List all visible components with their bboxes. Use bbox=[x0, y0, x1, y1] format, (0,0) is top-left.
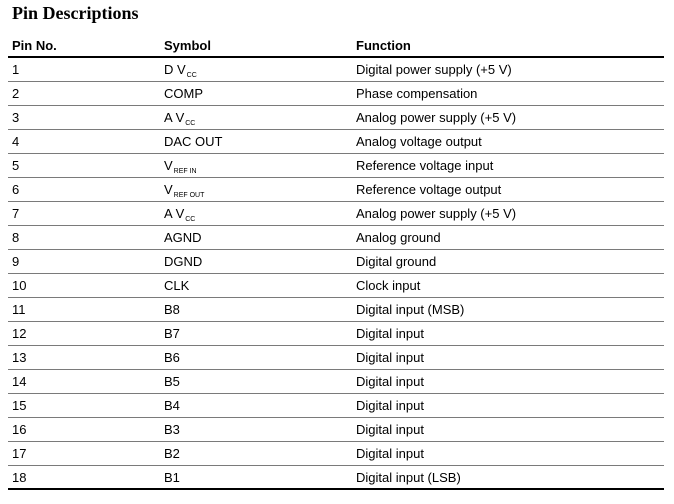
pin-symbol-subscript: CC bbox=[185, 216, 196, 223]
pin-symbol bbox=[164, 226, 202, 250]
pin-symbol-subscript: CC bbox=[185, 120, 196, 127]
pin-number: 10 bbox=[12, 278, 27, 293]
pin-function: Digital ground bbox=[356, 254, 437, 269]
pin-symbol bbox=[164, 418, 180, 442]
pin-function: Digital input bbox=[356, 350, 424, 365]
pin-symbol bbox=[164, 466, 180, 490]
pin-function: Analog power supply (+5 V) bbox=[356, 110, 517, 125]
table-row bbox=[8, 178, 664, 202]
table-row bbox=[8, 130, 664, 154]
pin-number: 18 bbox=[12, 470, 27, 485]
pin-symbol bbox=[164, 346, 180, 370]
pin-symbol-text: B7 bbox=[164, 326, 180, 341]
pin-symbol-text: B3 bbox=[164, 422, 180, 437]
pin-number: 12 bbox=[12, 326, 27, 341]
table-header-row bbox=[8, 33, 664, 58]
pin-number: 3 bbox=[12, 110, 20, 125]
pin-symbol-text: V bbox=[164, 158, 173, 173]
pin-symbol bbox=[164, 130, 223, 154]
pin-function: Digital power supply (+5 V) bbox=[356, 62, 512, 77]
pin-function: Reference voltage input bbox=[356, 158, 494, 173]
pin-function: Digital input bbox=[356, 446, 424, 461]
pin-symbol bbox=[164, 442, 180, 466]
page-title: Pin Descriptions bbox=[12, 3, 139, 23]
pin-symbol-text: B2 bbox=[164, 446, 180, 461]
pin-symbol bbox=[164, 178, 204, 205]
pin-symbol-text: V bbox=[164, 182, 173, 197]
pin-number: 13 bbox=[12, 350, 27, 365]
pin-function: Digital input (MSB) bbox=[356, 302, 465, 317]
pin-symbol-text: AGND bbox=[164, 230, 202, 245]
table-row bbox=[8, 82, 664, 106]
pin-symbol bbox=[164, 82, 203, 106]
pin-function: Analog power supply (+5 V) bbox=[356, 206, 517, 221]
table-row bbox=[8, 106, 664, 130]
pin-symbol-text: CLK bbox=[164, 278, 190, 293]
table-row bbox=[8, 466, 664, 490]
pin-symbol-text: DAC OUT bbox=[164, 134, 223, 149]
header-symbol: Symbol bbox=[164, 38, 211, 53]
pin-number: 5 bbox=[12, 158, 20, 173]
pin-symbol bbox=[164, 394, 180, 418]
pin-number: 4 bbox=[12, 134, 20, 149]
pin-symbol bbox=[164, 154, 197, 181]
pin-symbol bbox=[164, 106, 195, 133]
pin-number: 16 bbox=[12, 422, 27, 437]
pin-symbol-text: B4 bbox=[164, 398, 180, 413]
pin-function: Digital input bbox=[356, 374, 424, 389]
pin-function: Clock input bbox=[356, 278, 421, 293]
pin-symbol-text: A V bbox=[164, 110, 185, 125]
pin-number: 8 bbox=[12, 230, 20, 245]
pin-symbol bbox=[164, 370, 180, 394]
pin-number: 14 bbox=[12, 374, 27, 389]
table-row bbox=[8, 154, 664, 178]
pin-symbol-text: B1 bbox=[164, 470, 180, 485]
pin-function: Digital input (LSB) bbox=[356, 470, 461, 485]
pin-number: 1 bbox=[12, 62, 20, 77]
pin-symbol-text: B6 bbox=[164, 350, 180, 365]
pin-symbol-text: DGND bbox=[164, 254, 203, 269]
table-row bbox=[8, 274, 664, 298]
table-row bbox=[8, 442, 664, 466]
table-row bbox=[8, 346, 664, 370]
table-row bbox=[8, 394, 664, 418]
pin-number: 17 bbox=[12, 446, 27, 461]
pin-symbol-text: COMP bbox=[164, 86, 203, 101]
table-row bbox=[8, 298, 664, 322]
pin-function: Digital input bbox=[356, 326, 424, 341]
pin-number: 2 bbox=[12, 86, 20, 101]
table-row bbox=[8, 250, 664, 274]
table-row bbox=[8, 418, 664, 442]
table-body bbox=[8, 58, 664, 490]
header-function: Function bbox=[356, 38, 411, 53]
pin-symbol bbox=[164, 58, 197, 85]
pin-symbol bbox=[164, 322, 180, 346]
pin-symbol-subscript: REF OUT bbox=[173, 192, 205, 199]
pin-symbol-text: B8 bbox=[164, 302, 180, 317]
pin-function: Analog ground bbox=[356, 230, 441, 245]
pin-number: 6 bbox=[12, 182, 20, 197]
pin-table bbox=[8, 33, 664, 490]
pin-function: Digital input bbox=[356, 422, 424, 437]
pin-number: 15 bbox=[12, 398, 27, 413]
pin-function: Digital input bbox=[356, 398, 424, 413]
pin-symbol-subscript: CC bbox=[186, 72, 197, 79]
pin-symbol bbox=[164, 274, 189, 298]
pin-symbol-text: D V bbox=[164, 62, 186, 77]
pin-symbol-text: A V bbox=[164, 206, 185, 221]
pin-function: Analog voltage output bbox=[356, 134, 482, 149]
table-row bbox=[8, 226, 664, 250]
pin-number: 7 bbox=[12, 206, 20, 221]
table-row bbox=[8, 58, 664, 82]
pin-symbol-text: B5 bbox=[164, 374, 180, 389]
pin-function: Phase compensation bbox=[356, 86, 478, 101]
header-pin-no: Pin No. bbox=[12, 38, 57, 53]
pin-number: 11 bbox=[12, 302, 26, 317]
pin-symbol-subscript: REF IN bbox=[173, 168, 197, 175]
pin-function: Reference voltage output bbox=[356, 182, 502, 197]
pin-symbol bbox=[164, 250, 202, 274]
pin-number: 9 bbox=[12, 254, 20, 269]
pin-symbol bbox=[164, 298, 180, 322]
table-row bbox=[8, 322, 664, 346]
table-row bbox=[8, 370, 664, 394]
pin-symbol bbox=[164, 202, 195, 229]
table-row bbox=[8, 202, 664, 226]
